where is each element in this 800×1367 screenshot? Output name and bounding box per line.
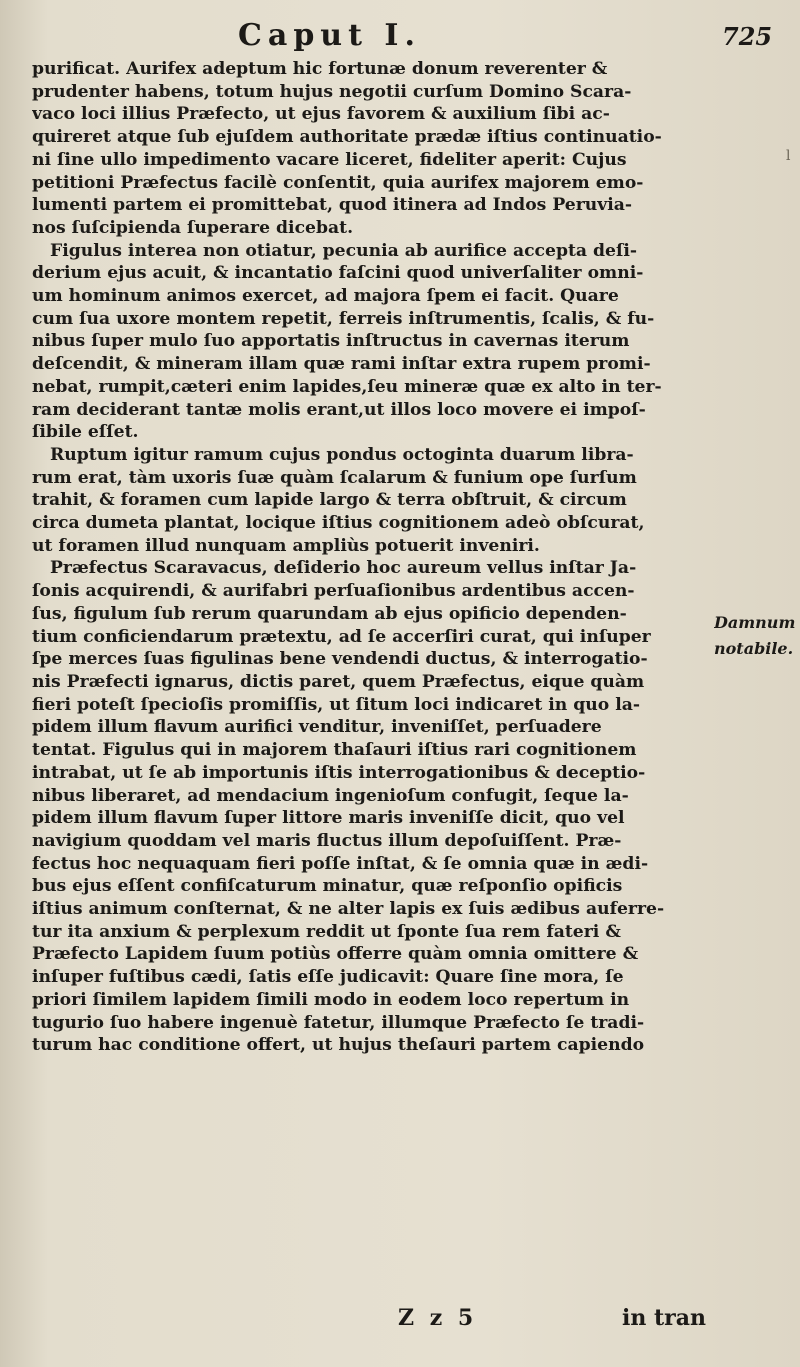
text-line: tugurio ſuo habere ingenuè fatetur, illumque Præfecto ſe tradi-	[32, 1012, 645, 1033]
text-line: tium conficiendarum prætextu, ad ſe accerſiri curat, qui inſuper	[32, 626, 651, 647]
margin-note-line: Damnum	[714, 613, 796, 632]
text-line: petitioni Præfectus facilè conſentit, quia aurifex majorem emo-	[32, 172, 644, 193]
text-line: pidem illum flavum ſuper littore maris inveniſſe dicit, quo vel	[32, 808, 625, 829]
page-footer	[0, 1305, 800, 1335]
text-line: nibus liberaret, ad mendacium ingenioſum confugit, ſeque la-	[32, 785, 629, 806]
text-line: ni ſine ullo impedimento vacare liceret, fideliter aperit: Cujus	[32, 149, 627, 170]
text-line: lumenti partem ei promittebat, quod itinera ad Indos Peruvia-	[32, 195, 633, 216]
text-line: Præfecto Lapidem ſuum potiùs offerre quàm omnia omittere &	[32, 944, 639, 965]
text-line: tentat. Figulus qui in majorem thaſauri iſtius rari cognitionem	[32, 740, 637, 761]
text-line: ſonis acquirendi, & aurifabri perſuaſionibus ardentibus accen-	[32, 581, 635, 602]
text-line: cum ſua uxore montem repetit, ferreis inſtrumentis, ſcalis, & fu-	[32, 308, 655, 329]
text-line: turum hac conditione offert, ut hujus theſauri partem capiendo	[32, 1035, 645, 1056]
catchword: in tran	[622, 1305, 707, 1331]
running-head: Caput I.	[238, 18, 421, 53]
text-line: Figulus interea non otiatur, pecunia ab aurifice accepta deſi-	[50, 240, 638, 261]
text-line: Ruptum igitur ramum cujus pondus octoginta duarum libra-	[50, 444, 634, 465]
text-line: intrabat, ut ſe ab importunis iſtis interrogationibus & deceptio-	[32, 762, 646, 783]
text-line: um hominum animos exercet, ad majora ſpem ei facit. Quare	[32, 286, 619, 307]
signature-mark: Z z 5	[398, 1305, 478, 1331]
text-line: iſtius animum conſternat, & ne alter lapis ex ſuis ædibus auferre-	[32, 899, 665, 920]
text-line: nibus ſuper mulo ſuo apportatis inſtructus in cavernas iterum	[32, 331, 630, 352]
margin-note	[714, 610, 800, 662]
text-line: ſpe merces ſuas figulinas bene vendendi ductus, & interrogatio-	[32, 649, 648, 670]
text-line: ſibile eſſet.	[32, 422, 139, 443]
text-line: prudenter habens, totum hujus negotii curſum Domino Scara-	[32, 81, 632, 102]
text-line: deſcendit, & mineram illam quæ rami inſtar extra rupem promi-	[32, 354, 651, 375]
text-line: ram deciderant tantæ molis erant,ut illos loco movere ei impoſ-	[32, 399, 646, 420]
text-line: trahit, & foramen cum lapide largo & terra obſtruit, & circum	[32, 490, 627, 511]
body-text	[32, 58, 708, 1057]
text-line: navigium quoddam vel maris fluctus illum depoſuiſſent. Præ-	[32, 830, 622, 851]
paragraph	[32, 557, 708, 1056]
text-line: nebat, rumpit,cæteri enim lapides,ſeu mineræ quæ ex alto in ter-	[32, 376, 662, 397]
paragraph	[32, 444, 708, 558]
text-line: pidem illum flavum aurifici venditur, inveniſſet, perſuadere	[32, 717, 602, 738]
text-line: fectus hoc nequaquam fieri poſſe inſtat, & ſe omnia quæ in ædi-	[32, 853, 649, 874]
text-line: fieri poteſt ſpecioſis promiſſis, ut ſitum loci indicaret in quo la-	[32, 694, 641, 715]
text-line: ſus, figulum ſub rerum quarundam ab ejus opificio dependen-	[32, 603, 627, 624]
text-line: purificat. Aurifex adeptum hic fortunæ donum reverenter &	[32, 59, 608, 79]
paragraph	[32, 240, 708, 444]
margin-note-line: notabile.	[714, 639, 794, 658]
text-line: Præfectus Scaravacus, deſiderio hoc aureum vellus inſtar Ja-	[50, 558, 637, 579]
text-line: rum erat, tàm uxoris ſuæ quàm ſcalarum & funium ope ſurſum	[32, 467, 637, 488]
text-line: derium ejus acuit, & incantatio faſcini quod univerſaliter omni-	[32, 263, 644, 284]
text-line: vaco loci illius Præfecto, ut ejus favorem & auxilium ſibi ac-	[32, 104, 610, 125]
page-number: 725	[722, 22, 773, 51]
text-line: tur ita anxium & perplexum reddit ut ſponte ſua rem fateri &	[32, 921, 621, 942]
text-line: nis Præfecti ignarus, dictis paret, quem Præfectus, eique quàm	[32, 671, 645, 692]
paragraph	[32, 58, 708, 240]
text-line: bus ejus eſſent confiſcaturum minatur, quæ reſponſio opificis	[32, 876, 623, 897]
text-line: ut foramen illud nunquam ampliùs potuerit inveniri.	[32, 535, 540, 556]
text-line: quireret atque ſub ejuſdem authoritate prædæ iſtius continuatio-	[32, 127, 662, 148]
text-line: circa dumeta plantat, locique iſtius cognitionem adeò obſcurat,	[32, 513, 645, 534]
text-line: inſuper fuſtibus cædi, ſatis eſſe judicavit: Quare ſine mora, ſe	[32, 967, 624, 988]
text-line: priori ſimilem lapidem ſimili modo in eodem loco repertum in	[32, 989, 630, 1010]
stray-ink-mark: ⅼ	[786, 148, 791, 164]
text-line: nos ſuſcipienda ſuperare dicebat.	[32, 217, 354, 238]
page-header	[0, 12, 800, 52]
